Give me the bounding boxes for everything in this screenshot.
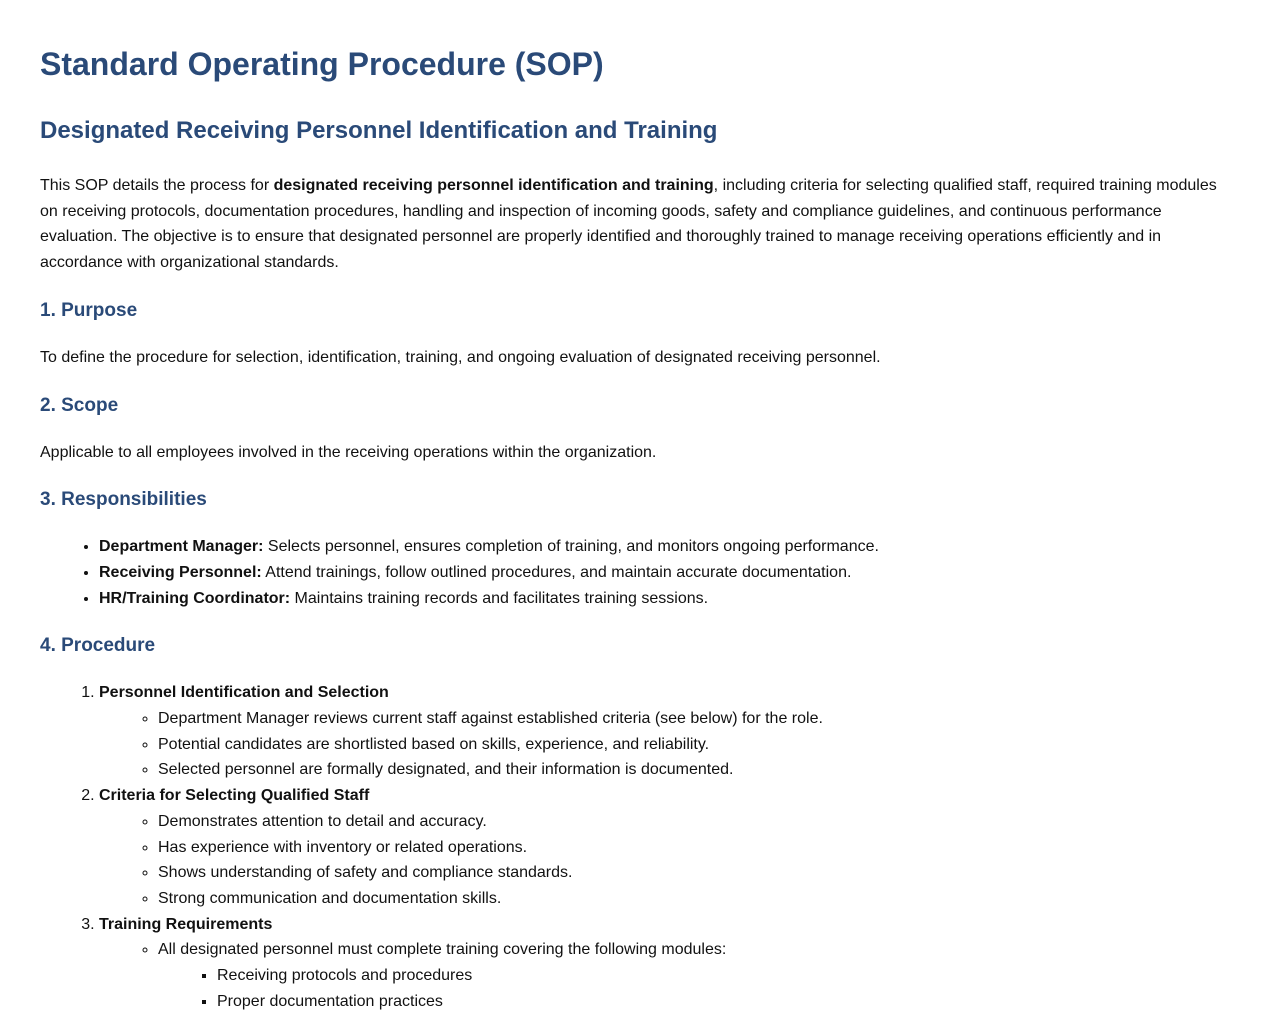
step-items <box>99 809 1223 912</box>
list-item-text: All designated personnel must complete training covering the following modules: <box>158 941 727 959</box>
step-title: Criteria for Selecting Qualified Staff <box>99 787 370 805</box>
procedure-step <box>99 912 1223 1014</box>
step-items <box>99 937 1223 1014</box>
list-item <box>158 937 1223 1014</box>
list-item: ◦ Selected personnel are formally designated, and their information is documented. <box>158 757 1223 783</box>
list-item: ◦ Potential candidates are shortlisted based on skills, experience, and reliability. <box>158 732 1223 758</box>
step-items <box>99 706 1223 783</box>
role-label: HR/Training Coordinator: <box>99 589 291 607</box>
scope-heading: 2. Scope <box>40 394 119 416</box>
role-description: Maintains training records and facilitates training sessions. <box>290 589 709 607</box>
role-description: Attend trainings, follow outlined procedures, and maintain accurate documentation. <box>261 563 852 581</box>
page-subtitle: Designated Receiving Personnel Identification and Training <box>40 117 718 144</box>
responsibilities-heading: 3. Responsibilities <box>40 489 207 511</box>
role-label: Department Manager: <box>99 538 264 556</box>
role-description: Selects personnel, ensures completion of training, and monitors ongoing performance. <box>263 538 879 556</box>
scope-text: Applicable to all employees involved in the receiving operations within the organization. <box>40 443 657 461</box>
procedure-steps <box>40 680 1223 1014</box>
list-item: ◦ Has experience with inventory or related operations. <box>158 835 1223 861</box>
responsibilities-list <box>40 534 1223 611</box>
list-item: ◦ Department Manager reviews current staff against established criteria (see below) for the role. <box>158 706 1223 732</box>
intro-paragraph <box>40 173 1223 276</box>
training-module: ▪ Proper documentation practices <box>217 989 1223 1014</box>
training-modules-list <box>158 963 1223 1014</box>
page-title: Standard Operating Procedure (SOP) <box>40 46 604 82</box>
intro-text-end: , including criteria for selecting qualified staff, required training modules on receiving protocols, documentation procedures, handling and inspection of incoming goods, safety and compliance guidelines, and continuous performance evaluation. The objective is to ensure that designated personnel are properly identified and thoroughly trained to manage receiving operations efficiently and in accordance with organizational standards. <box>40 177 1217 272</box>
list-item <box>99 534 1223 560</box>
list-item <box>99 560 1223 586</box>
intro-text-start: This SOP details the process for <box>40 177 274 194</box>
list-item <box>99 586 1223 612</box>
step-title: Training Requirements <box>99 915 273 933</box>
list-item: ◦ Shows understanding of safety and compliance standards. <box>158 860 1223 886</box>
intro-text-bold: designated receiving personnel identification and training <box>273 177 714 194</box>
step-title: Personnel Identification and Selection <box>99 684 389 702</box>
purpose-text: To define the procedure for selection, identification, training, and ongoing evaluation of designated receiving personnel. <box>40 348 881 366</box>
list-item: ◦ Demonstrates attention to detail and accuracy. <box>158 809 1223 835</box>
procedure-heading: 4. Procedure <box>40 635 156 657</box>
list-item: ◦ Strong communication and documentation skills. <box>158 886 1223 912</box>
purpose-heading: 1. Purpose <box>40 299 138 321</box>
procedure-step <box>99 783 1223 912</box>
role-label: Receiving Personnel: <box>99 563 262 581</box>
procedure-step <box>99 680 1223 783</box>
training-module: ▪ Receiving protocols and procedures <box>217 963 1223 989</box>
